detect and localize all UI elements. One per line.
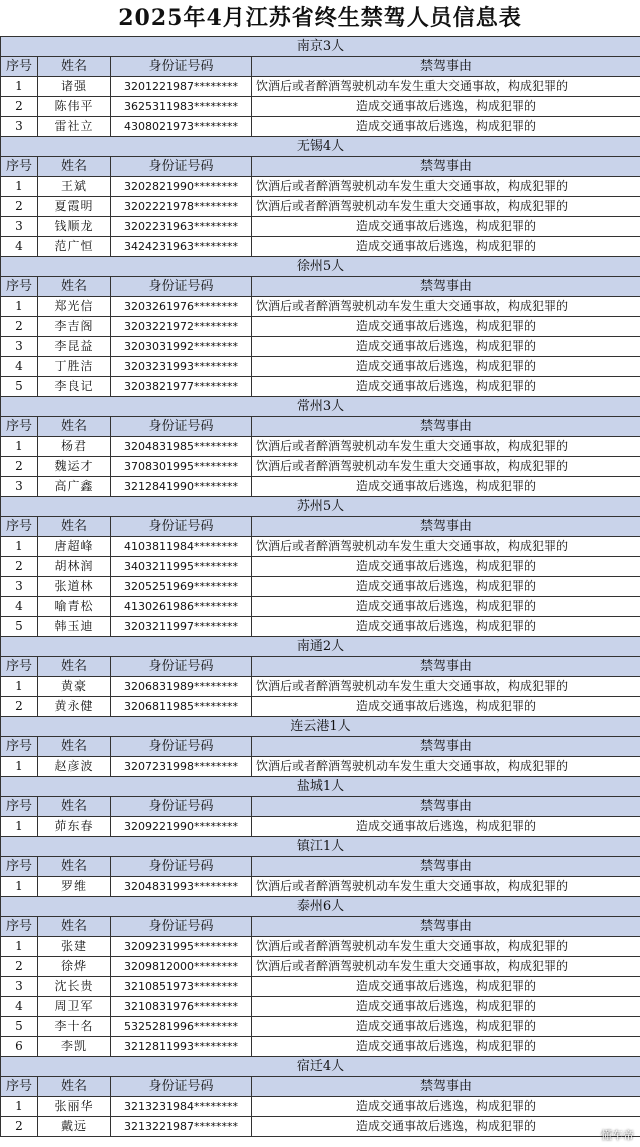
cell-id: 3209221990******** [111,817,252,837]
cell-name: 范广恒 [38,237,111,257]
cell-reason: 造成交通事故后逃逸，构成犯罪的 [252,997,640,1017]
column-header-row [1,917,640,937]
cell-no: 6 [1,1037,38,1057]
header-id: 身份证号码 [111,857,252,877]
cell-id: 5325281996******** [111,1017,252,1037]
cell-name: 胡林润 [38,557,111,577]
header-name: 姓名 [38,157,111,177]
header-id: 身份证号码 [111,157,252,177]
cell-no: 5 [1,377,38,397]
header-reason: 禁驾事由 [252,417,640,437]
cell-no: 1 [1,537,38,557]
cell-reason: 饮酒后或者醉酒驾驶机动车发生重大交通事故，构成犯罪的 [252,297,640,317]
cell-id: 3403211995******** [111,557,252,577]
header-no: 序号 [1,737,38,757]
cell-name: 郑光信 [38,297,111,317]
page-title: 2025年4月江苏省终生禁驾人员信息表 [118,5,522,31]
header-no: 序号 [1,157,38,177]
cell-id: 3209812000******** [111,957,252,977]
table-row [1,377,640,397]
table-row [1,957,640,977]
cell-name: 韩玉迪 [38,617,111,637]
table-row [1,217,640,237]
cell-reason: 造成交通事故后逃逸，构成犯罪的 [252,557,640,577]
cell-id: 3206831989******** [111,677,252,697]
table-row [1,537,640,557]
column-header-row [1,797,640,817]
column-header-row [1,657,640,677]
cell-reason: 造成交通事故后逃逸，构成犯罪的 [252,217,640,237]
cell-name: 茆东春 [38,817,111,837]
cell-reason: 造成交通事故后逃逸，构成犯罪的 [252,1117,640,1137]
cell-reason: 饮酒后或者醉酒驾驶机动车发生重大交通事故，构成犯罪的 [252,537,640,557]
cell-reason: 饮酒后或者醉酒驾驶机动车发生重大交通事故，构成犯罪的 [252,757,640,777]
header-reason: 禁驾事由 [252,1077,640,1097]
city-label: 镇江1人 [1,837,640,857]
cell-id: 3203031992******** [111,337,252,357]
header-no: 序号 [1,857,38,877]
table-row [1,977,640,997]
cell-no: 4 [1,597,38,617]
table-row [1,1017,640,1037]
cell-no: 4 [1,237,38,257]
cell-no: 3 [1,337,38,357]
city-label: 苏州5人 [1,497,640,517]
header-no: 序号 [1,277,38,297]
cell-reason: 饮酒后或者醉酒驾驶机动车发生重大交通事故，构成犯罪的 [252,677,640,697]
info-table [0,36,640,1137]
header-id: 身份证号码 [111,57,252,77]
header-reason: 禁驾事由 [252,57,640,77]
column-header-row [1,1077,640,1097]
cell-name: 唐超峰 [38,537,111,557]
table-row [1,457,640,477]
cell-id: 3201221987******** [111,77,252,97]
cell-id: 3202221978******** [111,197,252,217]
cell-name: 钱顺龙 [38,217,111,237]
header-id: 身份证号码 [111,797,252,817]
cell-id: 4130261986******** [111,597,252,617]
header-id: 身份证号码 [111,517,252,537]
city-header-row [1,397,640,417]
cell-no: 1 [1,437,38,457]
cell-name: 黄豪 [38,677,111,697]
header-name: 姓名 [38,417,111,437]
table-row [1,1037,640,1057]
cell-reason: 造成交通事故后逃逸，构成犯罪的 [252,357,640,377]
table-row [1,997,640,1017]
table-row [1,697,640,717]
cell-no: 1 [1,177,38,197]
cell-name: 沈长贵 [38,977,111,997]
cell-reason: 饮酒后或者醉酒驾驶机动车发生重大交通事故，构成犯罪的 [252,877,640,897]
cell-id: 3206811985******** [111,697,252,717]
column-header-row [1,517,640,537]
cell-no: 2 [1,697,38,717]
column-header-row [1,417,640,437]
table-row [1,177,640,197]
city-label: 连云港1人 [1,717,640,737]
cell-name: 周卫军 [38,997,111,1017]
cell-name: 徐烨 [38,957,111,977]
cell-name: 赵彦波 [38,757,111,777]
cell-reason: 饮酒后或者醉酒驾驶机动车发生重大交通事故，构成犯罪的 [252,437,640,457]
cell-no: 2 [1,197,38,217]
header-name: 姓名 [38,277,111,297]
header-no: 序号 [1,1077,38,1097]
header-name: 姓名 [38,737,111,757]
cell-name: 王斌 [38,177,111,197]
city-header-row [1,497,640,517]
cell-reason: 造成交通事故后逃逸，构成犯罪的 [252,597,640,617]
header-reason: 禁驾事由 [252,857,640,877]
cell-name: 高广鑫 [38,477,111,497]
city-header-row [1,37,640,57]
cell-no: 2 [1,97,38,117]
cell-no: 4 [1,997,38,1017]
city-header-row [1,897,640,917]
table-row [1,117,640,137]
cell-id: 3708301995******** [111,457,252,477]
table-row [1,1117,640,1137]
cell-no: 1 [1,77,38,97]
table-row [1,477,640,497]
city-label: 宿迁4人 [1,1057,640,1077]
city-label: 常州3人 [1,397,640,417]
cell-id: 3203221972******** [111,317,252,337]
cell-no: 3 [1,577,38,597]
table-row [1,617,640,637]
city-label: 无锡4人 [1,137,640,157]
table-row [1,757,640,777]
cell-id: 3204831993******** [111,877,252,897]
cell-no: 5 [1,617,38,637]
cell-no: 2 [1,317,38,337]
cell-reason: 造成交通事故后逃逸，构成犯罪的 [252,117,640,137]
city-header-row [1,637,640,657]
table-row [1,337,640,357]
city-label: 南通2人 [1,637,640,657]
cell-id: 3210851973******** [111,977,252,997]
header-reason: 禁驾事由 [252,157,640,177]
cell-id: 3625311983******** [111,97,252,117]
table-row [1,237,640,257]
cell-id: 3212811993******** [111,1037,252,1057]
header-no: 序号 [1,917,38,937]
cell-name: 丁胜洁 [38,357,111,377]
city-label: 南京3人 [1,37,640,57]
cell-id: 3204831985******** [111,437,252,457]
header-no: 序号 [1,797,38,817]
cell-reason: 造成交通事故后逃逸，构成犯罪的 [252,477,640,497]
table-row [1,97,640,117]
cell-reason: 造成交通事故后逃逸，构成犯罪的 [252,617,640,637]
cell-name: 诸强 [38,77,111,97]
column-header-row [1,737,640,757]
cell-no: 2 [1,557,38,577]
cell-reason: 饮酒后或者醉酒驾驶机动车发生重大交通事故，构成犯罪的 [252,937,640,957]
cell-reason: 造成交通事故后逃逸，构成犯罪的 [252,577,640,597]
cell-no: 1 [1,817,38,837]
header-name: 姓名 [38,657,111,677]
cell-reason: 饮酒后或者醉酒驾驶机动车发生重大交通事故，构成犯罪的 [252,77,640,97]
cell-no: 2 [1,1117,38,1137]
table-row [1,937,640,957]
header-no: 序号 [1,657,38,677]
cell-reason: 饮酒后或者醉酒驾驶机动车发生重大交通事故，构成犯罪的 [252,177,640,197]
cell-reason: 饮酒后或者醉酒驾驶机动车发生重大交通事故，构成犯罪的 [252,957,640,977]
cell-name: 夏霞明 [38,197,111,217]
cell-no: 1 [1,937,38,957]
cell-name: 李昆益 [38,337,111,357]
city-header-row [1,137,640,157]
header-reason: 禁驾事由 [252,517,640,537]
table-row [1,817,640,837]
city-header-row [1,717,640,737]
header-id: 身份证号码 [111,917,252,937]
header-no: 序号 [1,57,38,77]
cell-name: 张丽华 [38,1097,111,1117]
header-no: 序号 [1,417,38,437]
cell-name: 黄永健 [38,697,111,717]
cell-reason: 造成交通事故后逃逸，构成犯罪的 [252,1017,640,1037]
cell-no: 1 [1,757,38,777]
cell-id: 3424231963******** [111,237,252,257]
header-reason: 禁驾事由 [252,917,640,937]
cell-no: 1 [1,877,38,897]
table-row [1,597,640,617]
column-header-row [1,277,640,297]
cell-name: 陈伟平 [38,97,111,117]
cell-no: 3 [1,977,38,997]
cell-no: 3 [1,117,38,137]
cell-id: 3212841990******** [111,477,252,497]
cell-id: 3205251969******** [111,577,252,597]
cell-reason: 造成交通事故后逃逸，构成犯罪的 [252,817,640,837]
header-name: 姓名 [38,797,111,817]
table-row [1,77,640,97]
city-label: 徐州5人 [1,257,640,277]
cell-reason: 饮酒后或者醉酒驾驶机动车发生重大交通事故，构成犯罪的 [252,197,640,217]
cell-name: 李十名 [38,1017,111,1037]
cell-name: 雷社立 [38,117,111,137]
city-header-row [1,837,640,857]
cell-reason: 造成交通事故后逃逸，构成犯罪的 [252,97,640,117]
header-id: 身份证号码 [111,657,252,677]
header-name: 姓名 [38,917,111,937]
table-row [1,877,640,897]
cell-no: 3 [1,477,38,497]
cell-reason: 造成交通事故后逃逸，构成犯罪的 [252,977,640,997]
header-name: 姓名 [38,857,111,877]
header-id: 身份证号码 [111,737,252,757]
cell-id: 3213221987******** [111,1117,252,1137]
cell-no: 4 [1,357,38,377]
header-reason: 禁驾事由 [252,277,640,297]
header-id: 身份证号码 [111,1077,252,1097]
table-row [1,1097,640,1117]
cell-id: 4308021973******** [111,117,252,137]
cell-name: 杨君 [38,437,111,457]
cell-reason: 造成交通事故后逃逸，构成犯罪的 [252,1097,640,1117]
header-name: 姓名 [38,57,111,77]
city-header-row [1,257,640,277]
column-header-row [1,57,640,77]
header-reason: 禁驾事由 [252,657,640,677]
cell-reason: 造成交通事故后逃逸，构成犯罪的 [252,697,640,717]
cell-no: 3 [1,217,38,237]
cell-id: 3209231995******** [111,937,252,957]
cell-no: 1 [1,1097,38,1117]
cell-no: 5 [1,1017,38,1037]
cell-id: 3210831976******** [111,997,252,1017]
city-label: 盐城1人 [1,777,640,797]
table-row [1,437,640,457]
header-id: 身份证号码 [111,417,252,437]
table-row [1,557,640,577]
header-no: 序号 [1,517,38,537]
cell-no: 1 [1,297,38,317]
column-header-row [1,857,640,877]
table-row [1,677,640,697]
cell-name: 李吉阁 [38,317,111,337]
cell-reason: 造成交通事故后逃逸，构成犯罪的 [252,1037,640,1057]
header-reason: 禁驾事由 [252,797,640,817]
header-name: 姓名 [38,1077,111,1097]
table-row [1,197,640,217]
table-row [1,297,640,317]
cell-reason: 造成交通事故后逃逸，构成犯罪的 [252,377,640,397]
cell-no: 1 [1,677,38,697]
column-header-row [1,157,640,177]
cell-reason: 造成交通事故后逃逸，构成犯罪的 [252,237,640,257]
cell-name: 张建 [38,937,111,957]
cell-name: 魏运才 [38,457,111,477]
city-label: 泰州6人 [1,897,640,917]
city-header-row [1,1057,640,1077]
cell-name: 李良记 [38,377,111,397]
cell-name: 喻青松 [38,597,111,617]
table-row [1,357,640,377]
header-id: 身份证号码 [111,277,252,297]
header-reason: 禁驾事由 [252,737,640,757]
cell-id: 3213231984******** [111,1097,252,1117]
cell-id: 3203261976******** [111,297,252,317]
cell-no: 2 [1,957,38,977]
cell-name: 戴远 [38,1117,111,1137]
cell-reason: 饮酒后或者醉酒驾驶机动车发生重大交通事故，构成犯罪的 [252,457,640,477]
cell-name: 李凯 [38,1037,111,1057]
cell-id: 3202821990******** [111,177,252,197]
watermark: 懂车帝 [601,1129,634,1142]
cell-id: 4103811984******** [111,537,252,557]
cell-reason: 造成交通事故后逃逸，构成犯罪的 [252,317,640,337]
cell-id: 3203821977******** [111,377,252,397]
cell-name: 罗维 [38,877,111,897]
cell-id: 3202231963******** [111,217,252,237]
cell-id: 3203211997******** [111,617,252,637]
cell-no: 2 [1,457,38,477]
cell-id: 3203231993******** [111,357,252,377]
cell-id: 3207231998******** [111,757,252,777]
table-row [1,317,640,337]
header-name: 姓名 [38,517,111,537]
table-row [1,577,640,597]
city-header-row [1,777,640,797]
cell-reason: 造成交通事故后逃逸，构成犯罪的 [252,337,640,357]
cell-name: 张道林 [38,577,111,597]
